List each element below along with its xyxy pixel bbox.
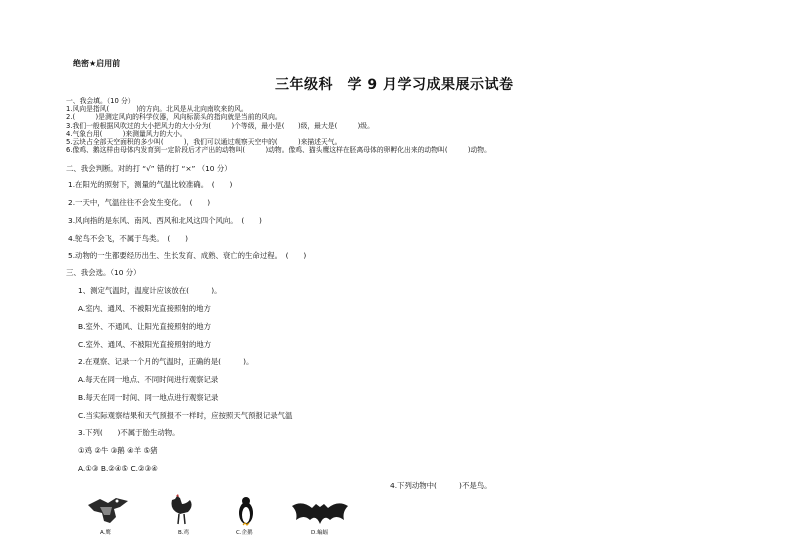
fill-line-2: 2.( )是测定风向的科学仪器，风向标箭头的指向就是当前的风向。	[66, 113, 282, 122]
q1-option-b: B.室外、不通风、让阳光直接照射的地方	[78, 322, 212, 331]
rooster-icon	[168, 494, 196, 526]
eagle-icon	[86, 495, 130, 527]
choice-question-4: 4.下列动物中( )不是鸟。	[390, 481, 492, 490]
fill-line-3: 3.我们一般根据风吹过的大小把风力的大小分为( )个等级，最小是( )级，最大是( )级。	[66, 121, 374, 130]
section-3-heading: 三、我会选。（10 分）	[66, 268, 141, 277]
penguin-icon	[236, 496, 256, 526]
fill-line-1: 1.风向是指风( )的方向。北风是从北向南吹来的风。	[66, 105, 248, 114]
choice-question-3: 3.下列( )不属于胎生动物。	[78, 428, 180, 437]
choice-question-2: 2.在观察、记录一个月的气温时，正确的是( )。	[78, 357, 254, 366]
caption-b: B.鸡	[178, 530, 190, 536]
choice-question-1: 1、测定气温时，温度计应该放在( )。	[78, 286, 222, 295]
fill-line-5: 5.云块占全部天空面积的多少叫( )，我们可以通过观察天空中的( )来描述天气。	[66, 137, 342, 146]
fill-line-6: 6.像鸡、鹅这样由母体内发育到一定阶段后才产出的动物叫( )动物。像鸡、猫头鹰这样在胚离母体的卵孵化出来的动物叫( )动物。	[66, 146, 491, 155]
judge-item-4: 4.鸵鸟不会飞，不属于鸟类。 ( )	[68, 234, 188, 243]
q2-option-c: C.当实际观察结果和天气预报不一样时，应按照天气预报记录气温	[78, 411, 293, 420]
q2-option-b: B.每天在同一时间、同一地点进行观察记录	[78, 393, 219, 402]
caption-a: A.鹰	[100, 530, 111, 536]
caption-c: C.企鹅	[236, 530, 253, 536]
judge-item-2: 2.一天中，气温往往不会发生变化。 ( )	[68, 198, 211, 207]
fill-line-4: 4.气象台用( )来测量风力的大小。	[66, 129, 187, 138]
q1-option-a: A.室内、通风、不被阳光直接照射的地方	[78, 304, 211, 313]
section-1	[66, 97, 491, 154]
section-2-heading: 二、我会判断。对的打 “√” 错的打 “×” （10 分）	[66, 164, 232, 173]
judge-item-5: 5.动物的一生都要经历出生、生长发育、成熟、衰亡的生命过程。 ( )	[68, 251, 307, 260]
page-title: 三年级科 学 9 月学习成果展示试卷	[275, 77, 514, 93]
confidential-mark: 绝密★启用前	[73, 59, 121, 68]
judge-item-3: 3.风向指的是东风、南风、西风和北风这四个风向。 ( )	[68, 216, 262, 225]
q3-options: A.①③ B.②④⑤ C.②③④	[78, 464, 158, 473]
section-1-heading: 一、我会填。（10 分）	[66, 97, 135, 105]
judge-item-1: 1.在阳光的照射下，测量的气温比较准确。 ( )	[68, 180, 233, 189]
q2-option-a: A.每天在同一地点、不同时间进行观察记录	[78, 375, 219, 384]
q3-choices: ①鸡 ②牛 ③鹅 ④羊 ⑤猪	[78, 446, 158, 455]
caption-d: D.蝙蝠	[311, 530, 328, 536]
q1-option-c: C.室外、通风、不被阳光直接照射的地方	[78, 340, 212, 349]
bat-icon	[292, 498, 348, 526]
